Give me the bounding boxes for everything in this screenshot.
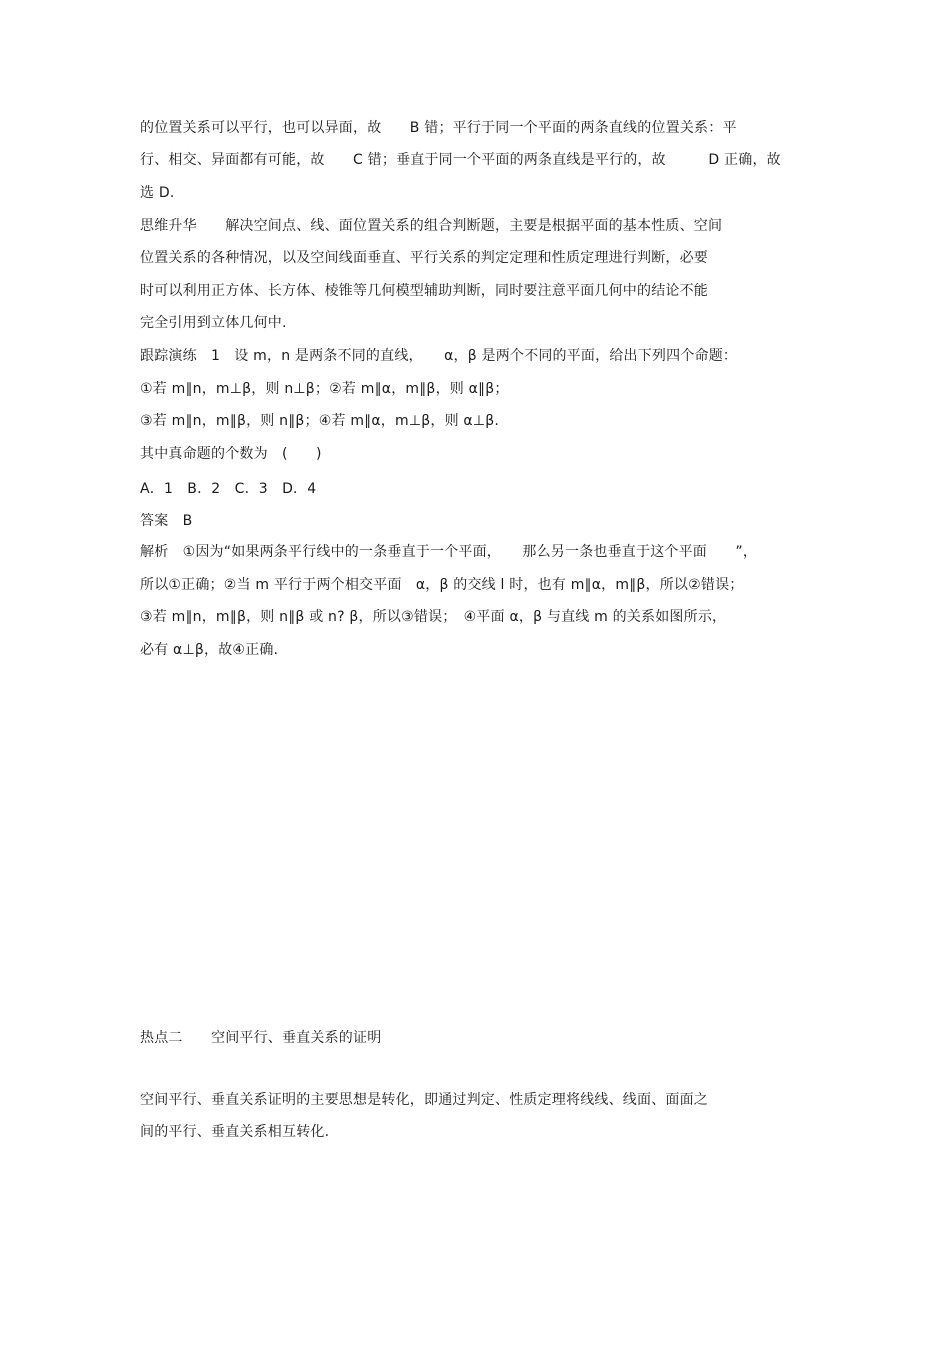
answer-options: A．1 B．2 C．3 D．4 bbox=[140, 481, 317, 497]
section-heading: 热点二 空间平行、垂直关系的证明 bbox=[140, 1030, 382, 1046]
text-line-2: 行、相交、异面都有可能，故 C 错；垂直于同一个平面的两条直线是平行的，故 D 正确，故 bbox=[140, 152, 781, 168]
analysis-line-1: 解析 ①因为“如果两条平行线中的一条垂直于一个平面， 那么另一条也垂直于这个平面 ”， bbox=[140, 544, 758, 560]
analysis-line-4: 必有 α⊥β，故④正确. bbox=[140, 642, 279, 658]
answer-line: 答案 B bbox=[140, 513, 193, 529]
proposition-line-2: ③若 m∥n，m∥β，则 n∥β；④若 m∥α，m⊥β，则 α⊥β. bbox=[140, 413, 500, 429]
proposition-line-1: ①若 m∥n，m⊥β，则 n⊥β；②若 m∥α，m∥β，则 α∥β； bbox=[140, 381, 509, 397]
thinking-upgrade-line-2: 位置关系的各种情况，以及空间线面垂直、平行关系的判定定理和性质定理进行判断，必要 bbox=[140, 250, 708, 266]
section-body-line-2: 间的平行、垂直关系相互转化. bbox=[140, 1124, 330, 1140]
analysis-line-3: ③若 m∥n，m∥β，则 n∥β 或 n? β，所以③错误； ④平面 α，β 与直线 m 的关系如图所示， bbox=[140, 609, 727, 625]
practice-question-line: 跟踪演练 1 设 m，n 是两条不同的直线， α，β 是两个不同的平面，给出下列四个命题： bbox=[140, 348, 738, 364]
section-body-line-1: 空间平行、垂直关系证明的主要思想是转化，即通过判定、性质定理将线线、线面、面面之 bbox=[140, 1092, 708, 1108]
thinking-upgrade-line-4: 完全引用到立体几何中. bbox=[140, 315, 287, 331]
thinking-upgrade-line-3: 时可以利用正方体、长方体、棱锥等几何模型辅助判断，同时要注意平面几何中的结论不能 bbox=[140, 283, 708, 299]
text-line-1: 的位置关系可以平行，也可以异面，故 B 错；平行于同一个平面的两条直线的位置关系：平 bbox=[140, 120, 737, 136]
text-line-3: 选 D. bbox=[140, 185, 175, 201]
thinking-upgrade-line-1: 思维升华 解决空间点、线、面位置关系的组合判断题，主要是根据平面的基本性质、空间 bbox=[140, 218, 723, 234]
analysis-line-2: 所以①正确；②当 m 平行于两个相交平面 α，β 的交线 l 时，也有 m∥α，m∥β，所以②错误； bbox=[140, 577, 744, 593]
question-stem: 其中真命题的个数为 ( ) bbox=[140, 446, 322, 462]
